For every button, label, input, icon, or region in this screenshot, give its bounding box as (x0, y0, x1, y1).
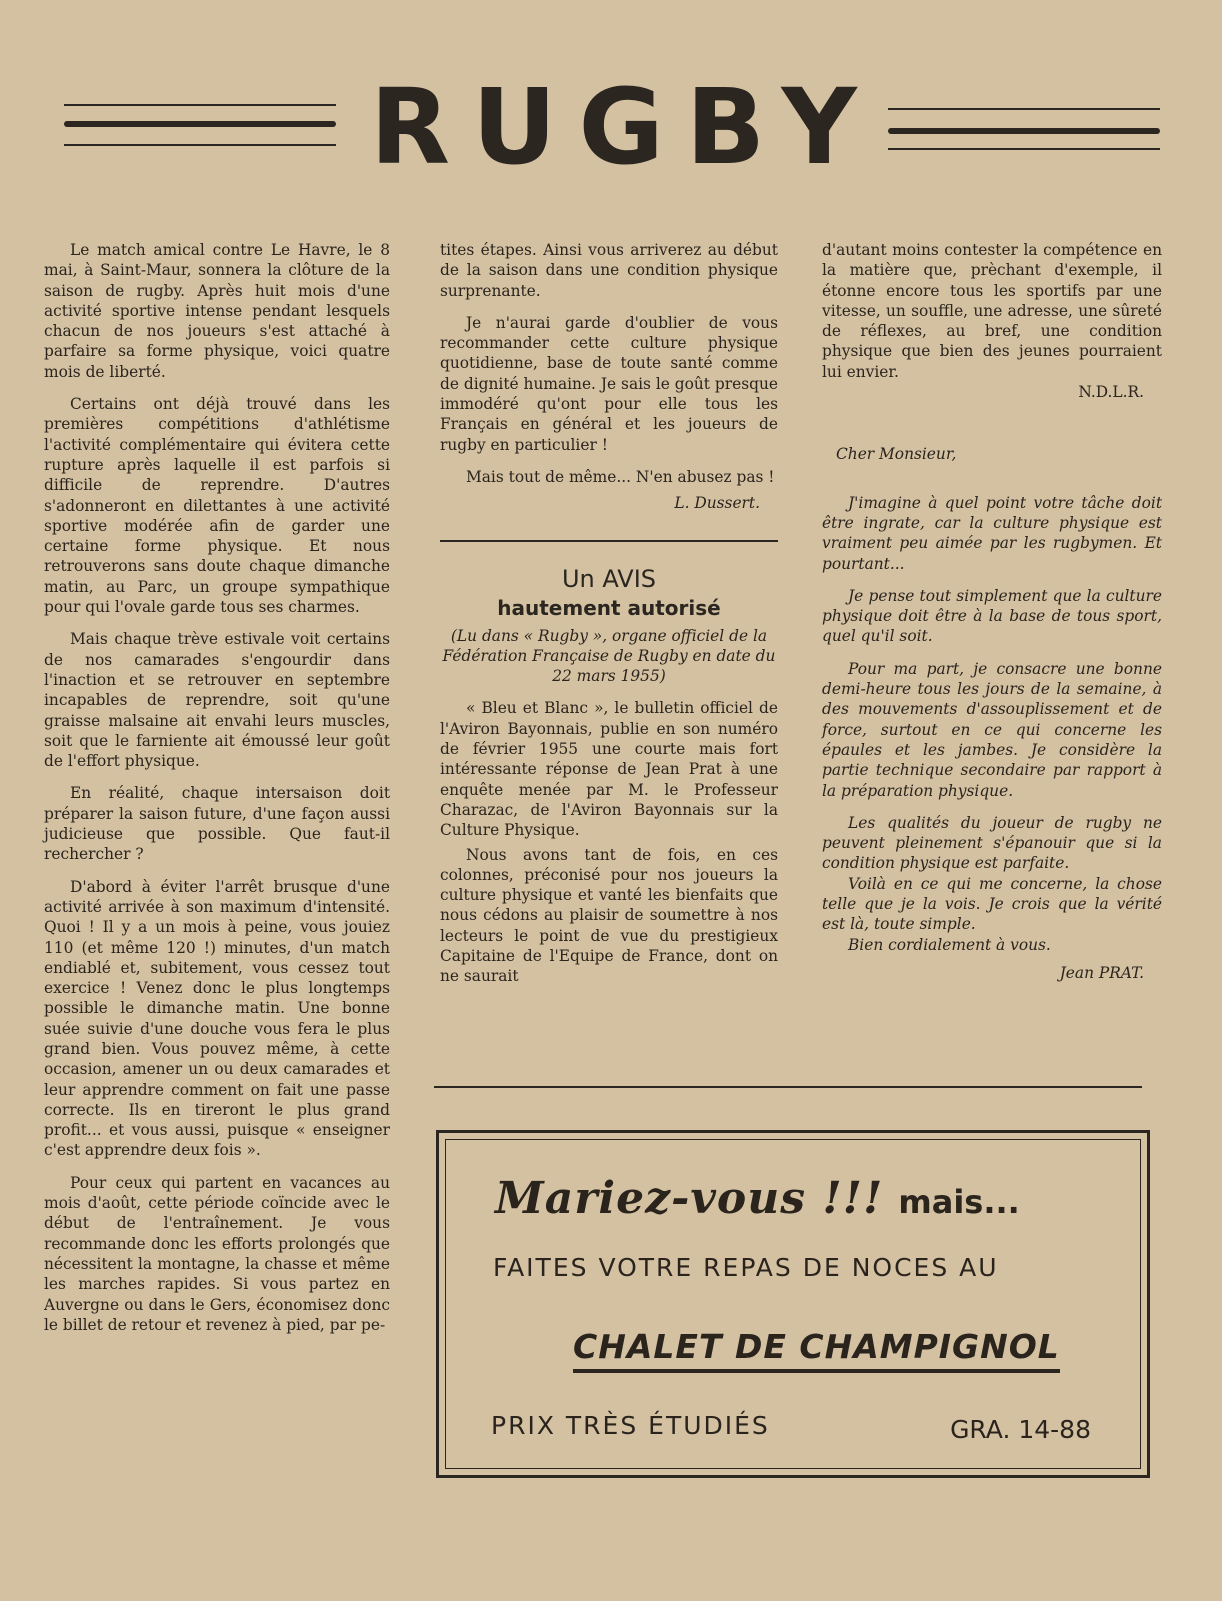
paragraph: Pour ma part, je consacre une bonne demi-heure tous les jours de la semaine, à des mouvements d'assouplissement et de force, surtout en ce qui concerne les épaules et les jambes. Je considère la partie technique secondaire par rapport à la préparation physique. (822, 659, 1162, 800)
paragraph: Certains ont déjà trouvé dans les premières compétitions d'athlétisme l'activité complémentaire qui évitera cette rupture après laquelle il est parfois si difficile de reprendre. D'autres s'adonneront en dilettantes à une activité sportive modérée afin de garder une certaine forme physique. Et nous retrouverons sans doute chaque dimanche matin, au Parc, un groupe sympathique pour qui l'ovale garde tous ses charmes. (44, 395, 390, 617)
ad-prices: PRIX TRÈS ÉTUDIÉS (491, 1411, 770, 1440)
title-rule-left (64, 104, 336, 152)
paragraph: Pour ceux qui partent en vacances au mois d'août, cette période coïncide avec le début de l'entraînement. Je vous recommande donc les efforts prolongés que nécessitent la montagne, la chasse et même les marches rapides. Si vous partez en Auvergne ou dans le Gers, économisez donc le billet de retour et revenez à pied, par pe- (44, 1173, 390, 1334)
paragraph: Bien cordialement à vous. (848, 935, 1051, 954)
title-rule-right (888, 104, 1160, 152)
ndlr-signature: N.D.L.R. (1078, 383, 1144, 402)
paragraph: « Bleu et Blanc », le bulletin officiel de l'Aviron Bayonnais, publie en son numéro de février 1955 une courte mais fort intéressante réponse de Jean Prat à une enquête menée par M. le Professeur Charazac, de l'Aviron Bayonnais sur la Culture Physique. (440, 699, 778, 840)
paragraph: Le match amical contre Le Havre, le 8 mai, à Saint-Maur, sonnera la clôture de la saison de rugby. Après huit mois d'une activité sportive intense pendant lesquels chacun de nos joueurs s'est attaché à parfaire sa forme physique, voici quatre mois de liberté. (44, 241, 390, 381)
ad-tagline: FAITES VOTRE REPAS DE NOCES AU (493, 1253, 999, 1282)
avis-source: (Lu dans « Rugby », organe officiel de la Fédération Française de Rugby en date du 22 mars 1955) (442, 626, 776, 686)
letter (822, 444, 1162, 955)
letter-salutation: Cher Monsieur, (836, 445, 957, 464)
paragraph: D'abord à éviter l'arrêt brusque d'une activité arrivée à son maximum d'intensité. Quoi ! Il y a un mois à peine, vous jouiez 110 (et même 120 !) minutes, d'un match endiablé et, subitement, vous cessez tout exercice ! Venez donc le plus longtemps possible le dimanche matin. Une bonne suée suivie d'une douche vous fera le plus grand bien. Vous pouvez même, à cette occasion, amener un ou deux camarades et leur apprendre comment on fait une passe correcte. Ils en tireront le plus grand profit... et vous aussi, puisque « enseigner c'est apprendre deux fois ». (44, 877, 390, 1160)
avis-title: Un AVIS (561, 564, 657, 593)
paragraph: tites étapes. Ainsi vous arriverez au début de la saison dans une condition physique surprenante. (440, 241, 778, 300)
article-column-3 (822, 240, 1162, 983)
paragraph: Mais chaque trève estivale voit certains de nos camarades s'engourdir dans l'inaction et se retrouver en septembre incapables de reprendre, soit qu'une graisse malsaine ait envahi leurs muscles, soit que le farniente ait émoussé leur goût de l'effort physique. (44, 630, 390, 771)
paragraph: Les qualités du joueur de rugby ne peuvent pleinement s'épanouir que si la condition physique est parfaite. (822, 813, 1162, 873)
ad-phone-number: GRA. 14-88 (950, 1415, 1091, 1444)
author-signature: L. Dussert. (674, 494, 760, 513)
paragraph: Je pense tout simplement que la culture physique doit être à la base de tous sport, quel qu'il soit. (822, 586, 1162, 646)
article-column-2 (440, 240, 778, 999)
advertisement (436, 1130, 1150, 1478)
paragraph: d'autant moins contester la compétence en la matière que, prèchant d'exemple, il étonne encore tous les sportifs par une vitesse, un souffle, une adresse, une sûreté de réflexes, au bref, une condition physique que bien des jeunes pourraient lui envier. (822, 241, 1162, 381)
avis-subtitle: hautement autorisé (497, 595, 721, 620)
ad-headline-suffix: mais... (898, 1183, 1020, 1221)
paragraph: Je n'aurai garde d'oublier de vous recommander cette culture physique quotidienne, base de toute santé comme de dignité humaine. Je sais le goût presque immodéré qu'ont pour elle tous les Français en général et les joueurs de rugby en particulier ! (440, 313, 778, 454)
article-column-1 (44, 240, 390, 1347)
paragraph: Mais tout de même... N'en abusez pas ! (466, 467, 775, 486)
section-divider (440, 540, 778, 542)
ad-venue-name: CHALET DE CHAMPIGNOL (573, 1325, 1060, 1373)
paragraph: J'imagine à quel point votre tâche doit être ingrate, car la culture physique est vraiment peu aimée par les rugbymen. Et pourtant... (822, 493, 1162, 573)
section-divider (434, 1086, 1142, 1088)
ad-headline-script: Mariez-vous !!! (495, 1173, 884, 1224)
paragraph: Nous avons tant de fois, en ces colonnes, préconisé pour nos joueurs la culture physique et vanté les bienfaits que nous cédons au plaisir de soumettre à nos lecteurs le point de vue du prestigieux Capitaine de l'Equipe de France, dont on ne saurait (440, 845, 778, 986)
paragraph: Voilà en ce qui me concerne, la chose telle que je la vois. Je crois que la vérité est là, toute simple. (822, 874, 1162, 934)
page-title: RUGBY (370, 66, 879, 188)
letter-signature: Jean PRAT. (1059, 963, 1144, 982)
ad-headline (495, 1173, 1020, 1224)
paragraph: En réalité, chaque intersaison doit préparer la saison future, d'une façon aussi judicieuse que possible. Que faut-il rechercher ? (44, 784, 390, 864)
